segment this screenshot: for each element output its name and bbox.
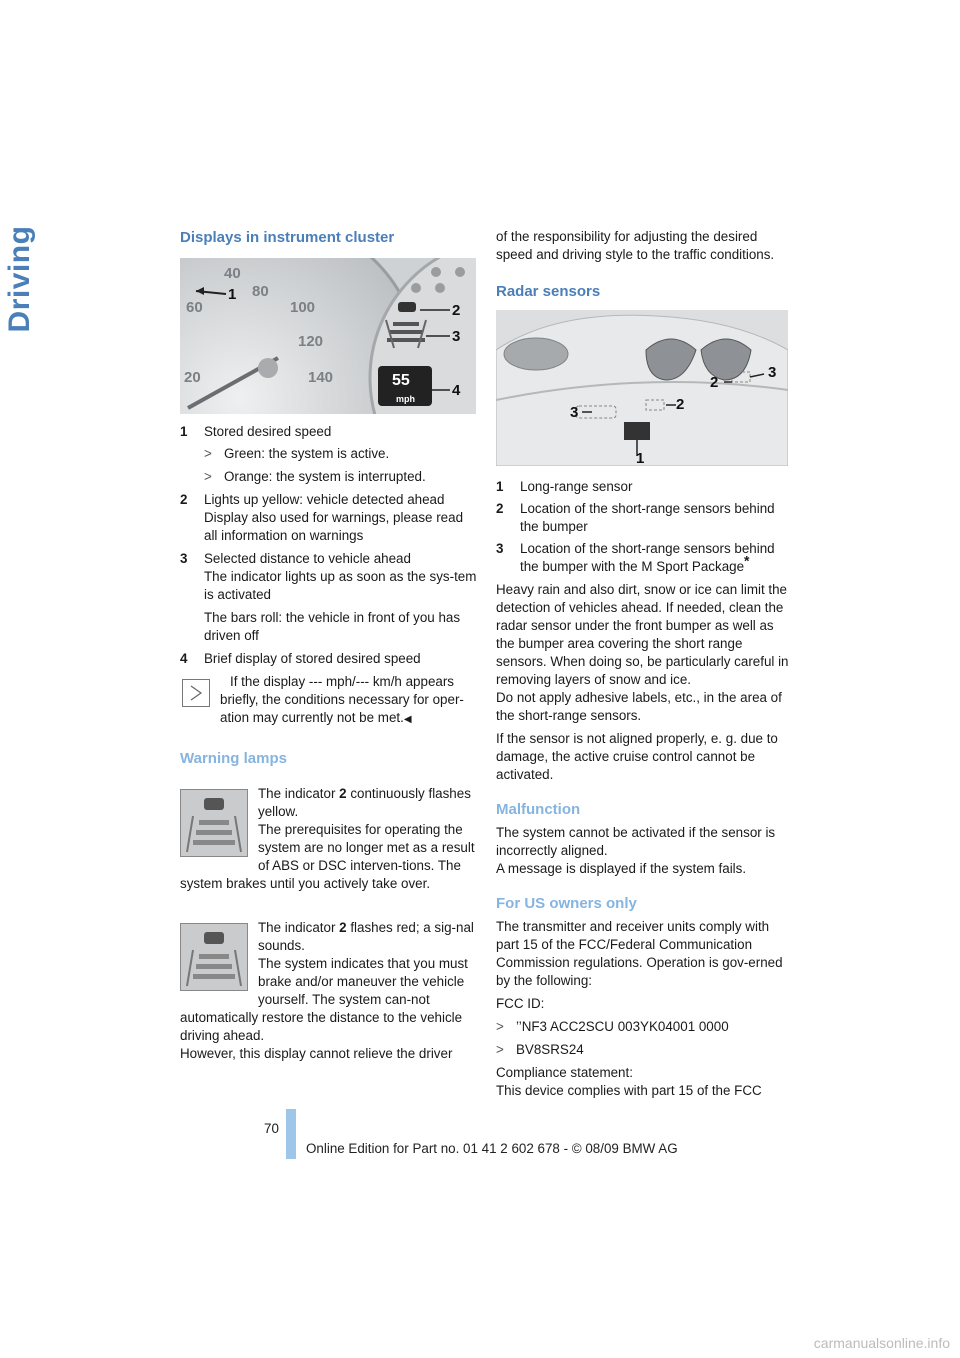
note-end-icon: ◀: [403, 714, 412, 725]
paragraph: This device complies with part 15 of the FCC: [496, 1083, 762, 1098]
paragraph: Compliance statement:: [496, 1065, 633, 1080]
legend-item-3: [180, 550, 478, 645]
paragraph: The system cannot be activated if the sensor is incorrectly aligned.: [496, 825, 776, 858]
continued-text: of the responsibility for adjusting the desired speed and driving style to the traffic conditions.: [496, 229, 775, 262]
lamp-ref: 2: [339, 786, 347, 801]
fig1-label-1: 1: [228, 286, 237, 303]
svg-text:60: 60: [186, 299, 203, 316]
bullet-green: [204, 445, 478, 463]
legend-item-1: [180, 423, 478, 441]
bullet-text: Orange: the system is interrupted.: [224, 469, 426, 484]
bullet-mark: >: [496, 1042, 504, 1057]
heading-warning-lamps: Warning lamps: [180, 750, 287, 767]
fig1-speed-unit: mph: [396, 394, 415, 404]
paragraph: FCC ID:: [496, 996, 545, 1011]
lamp-text: The indicator: [258, 920, 340, 935]
fig2-label-2b: 2: [710, 374, 719, 391]
legend-num: 2: [496, 501, 504, 516]
fig2-label-3a: 3: [570, 404, 579, 421]
fcc-bullet-1: [496, 1018, 792, 1036]
legend-text: Lights up yellow: vehicle detected ahead: [204, 492, 445, 507]
paragraph: If the sensor is not aligned properly, e. g. due to damage, the active cruise control cannot be activated.: [496, 731, 778, 782]
legend-item-4: [180, 650, 478, 668]
right-column: [496, 228, 792, 1100]
svg-text:20: 20: [184, 369, 201, 386]
footer-bar: [286, 1109, 296, 1159]
fig2-label-3b: 3: [768, 364, 777, 381]
legend-text: Long-range sensor: [520, 479, 633, 494]
section-tab: [0, 225, 40, 342]
radar-sensor-figure: [496, 310, 788, 466]
paragraph: Do not apply adhesive labels, etc., in the area of the short-range sensors.: [496, 690, 782, 723]
svg-text:140: 140: [308, 369, 334, 386]
bullet-orange: [204, 468, 478, 486]
fig1-label-2: 2: [452, 302, 461, 319]
legend-text: Location of the short-range sensors behind the bumper with the M Sport Package: [520, 541, 775, 574]
fig1-label-3: 3: [452, 328, 461, 345]
paragraph: A message is displayed if the system fails.: [496, 861, 747, 876]
lamp-text: continuously flashes yellow.: [258, 786, 471, 819]
lamp-text: The indicator: [258, 786, 340, 801]
legend-extra: The bars roll: the vehicle in front of you has driven off: [204, 610, 461, 643]
lamp-text: The prerequisites for operating the system are no longer met as a result of ABS or DSC interven-tions. The system brakes until you actively take over.: [180, 822, 475, 891]
paragraph: Heavy rain and also dirt, snow or ice can limit the detection of vehicles ahead. If needed, clean the radar sensor under the front bumper as well as the bumper area covering the short range sensors. When doing so, be particularly careful in removing layers of snow and ice.: [496, 582, 789, 687]
legend-extra: Display also used for warnings, please read all information on warnings: [204, 510, 464, 543]
legend-num: 1: [496, 479, 504, 494]
heading-malfunction: Malfunction: [496, 801, 581, 818]
warning-lamp-yellow: [180, 785, 478, 893]
bullet-text: ’’NF3 ACC2SCU 003YK04001 0000: [516, 1019, 729, 1034]
bullet-mark: >: [204, 446, 212, 461]
note-icon: [182, 679, 210, 707]
legend-text: Brief display of stored desired speed: [204, 651, 421, 666]
svg-text:120: 120: [298, 333, 324, 350]
svg-text:40: 40: [224, 265, 241, 282]
legend-num: 1: [180, 424, 188, 439]
legend-text: Stored desired speed: [204, 424, 332, 439]
bullet-mark: >: [496, 1019, 504, 1034]
legend-num: 3: [496, 541, 504, 556]
bullet-mark: >: [204, 469, 212, 484]
section-title: Driving: [3, 225, 36, 333]
footer-edition-text: Online Edition for Part no. 01 41 2 602 678 - © 08/09 BMW AG: [306, 1141, 678, 1156]
fig2-label-2a: 2: [676, 396, 685, 413]
legend-num: 2: [180, 492, 188, 507]
legend-extra: The indicator lights up as soon as the sys-tem is activated: [204, 569, 477, 602]
sensor-item-1: [496, 478, 792, 496]
legend-text: Selected distance to vehicle ahead: [204, 551, 411, 566]
instrument-cluster-figure: [180, 258, 476, 414]
warning-lamp-red: [180, 919, 478, 1063]
lamp-text: flashes red; a sig-nal sounds.: [258, 920, 474, 953]
legend-num: 3: [180, 551, 188, 566]
svg-text:100: 100: [290, 299, 316, 316]
left-column: [180, 228, 478, 1063]
bullet-text: Green: the system is active.: [224, 446, 390, 461]
paragraph: The transmitter and receiver units comply with part 15 of the FCC/Federal Communication Commission regulations. Operation is gov-erned by the following:: [496, 919, 783, 988]
fig2-label-1: 1: [636, 450, 645, 467]
note-text: If the display --- mph/--- km/h appears briefly, the conditions necessary for oper-ation may currently not be met.: [220, 674, 464, 725]
page-number: 70: [264, 1121, 279, 1136]
heading-displays: Displays in instrument cluster: [180, 229, 395, 246]
bullet-text: BV8SRS24: [516, 1042, 584, 1057]
distance-warning-lamp-icon: [180, 923, 248, 991]
heading-radar-sensors: Radar sensors: [496, 283, 601, 300]
legend-num: 4: [180, 651, 188, 666]
distance-warning-lamp-icon: [180, 789, 248, 857]
car-front-illustration: [496, 310, 788, 466]
fig1-label-4: 4: [452, 382, 461, 399]
heading-us-owners: For US owners only: [496, 895, 637, 912]
lamp-text: However, this display cannot relieve the driver: [180, 1046, 453, 1061]
svg-text:80: 80: [252, 283, 269, 300]
lamp-text: The system indicates that you must brake and/or maneuver the vehicle yourself. The system can-not automatically restore the distance to the vehicle driving ahead.: [180, 956, 468, 1043]
watermark: carmanualsonline.info: [813, 1335, 950, 1351]
fig1-speed-readout: 55: [392, 372, 410, 389]
legend-text: Location of the short-range sensors behind the bumper: [520, 501, 775, 534]
legend-item-2: [180, 491, 478, 545]
instrument-cluster-illustration: [180, 258, 476, 414]
lamp-ref: 2: [339, 920, 347, 935]
sensor-item-3: [496, 540, 792, 576]
note-block: [180, 673, 478, 729]
optional-equipment-star: *: [744, 552, 750, 569]
sensor-item-2: [496, 500, 792, 536]
fcc-bullet-2: [496, 1041, 792, 1059]
